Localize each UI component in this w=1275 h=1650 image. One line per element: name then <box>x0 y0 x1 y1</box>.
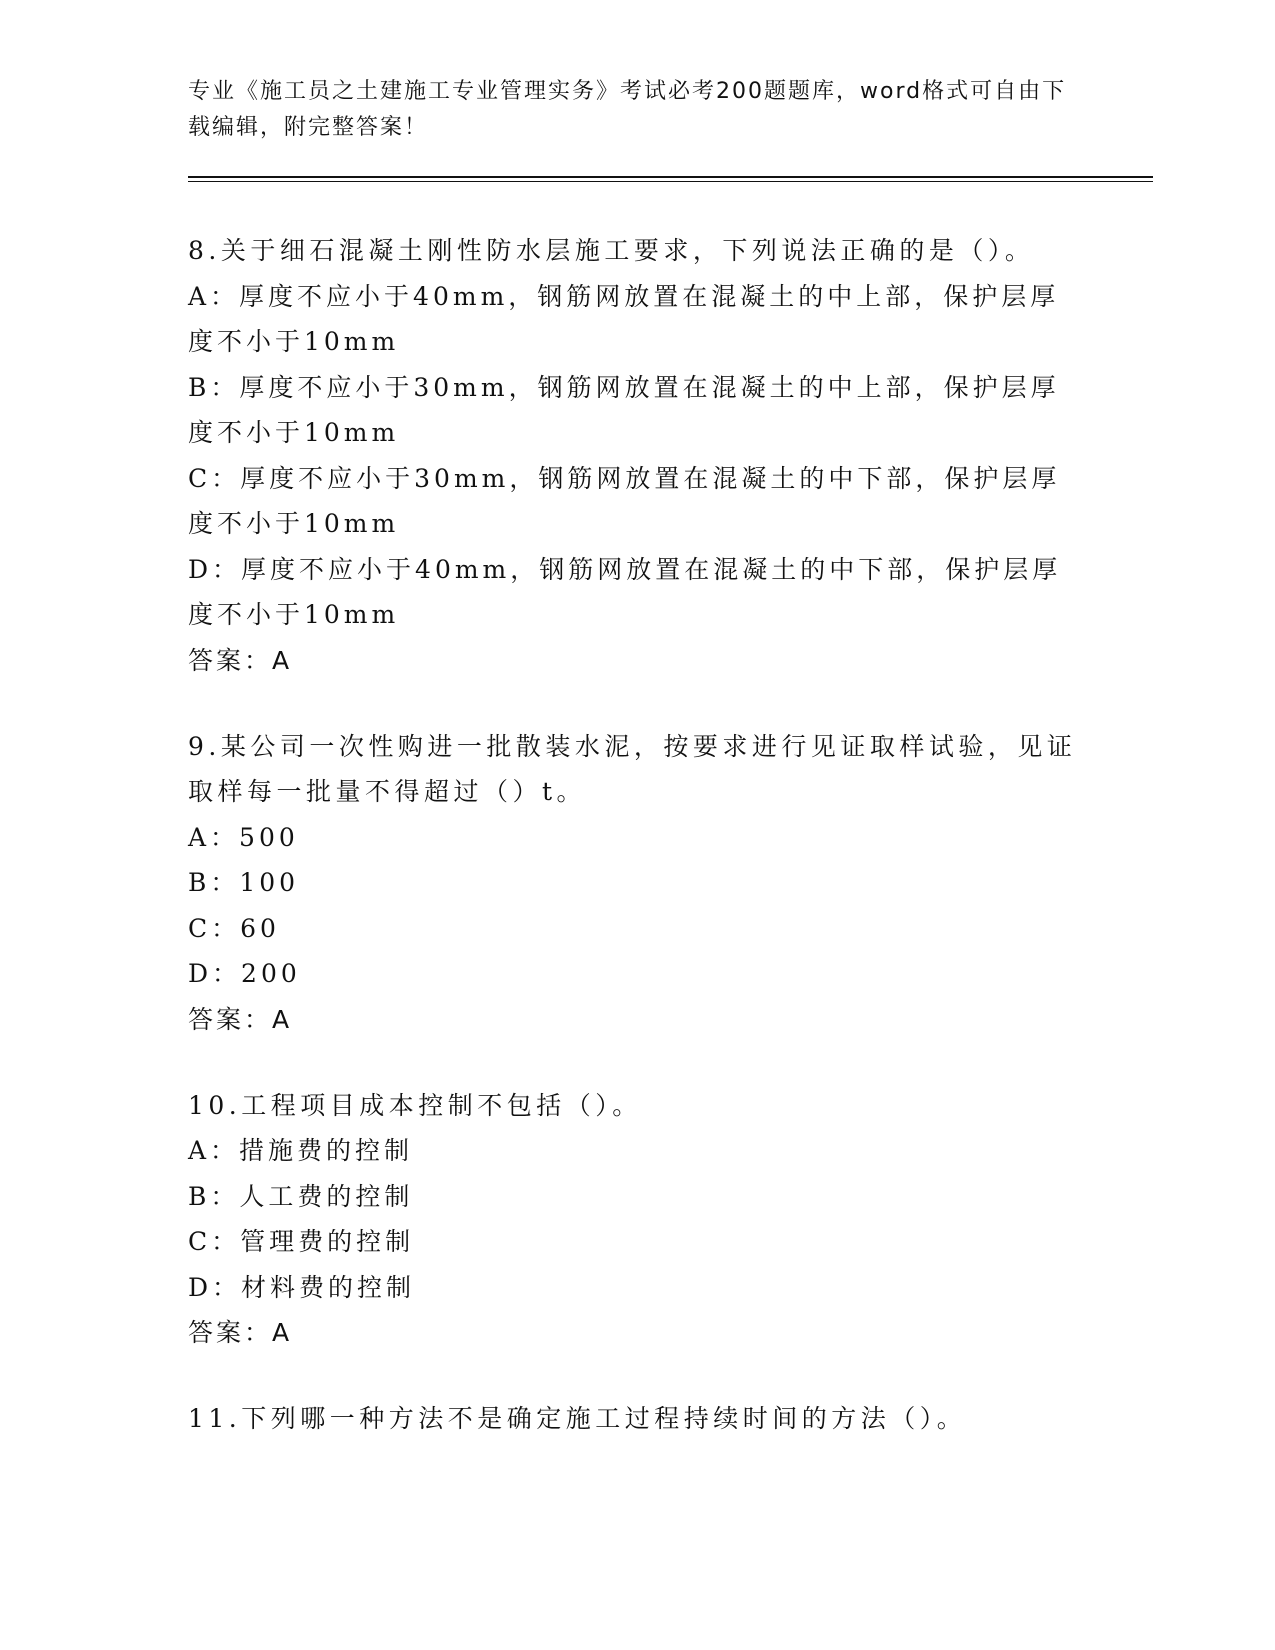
question-stem: 8.关于细石混凝土刚性防水层施工要求，下列说法正确的是（）。 <box>188 236 1035 265</box>
option-c: C：厚度不应小于30mm，钢筋网放置在混凝土的中下部，保护层厚度不小于10mm <box>188 463 1061 538</box>
answer-line: 答案：A <box>188 1004 293 1034</box>
option-b: B：100 <box>188 868 300 897</box>
option-a: A：措施费的控制 <box>188 1136 414 1165</box>
option-c: C：管理费的控制 <box>188 1227 415 1256</box>
option-c: C：60 <box>188 913 280 943</box>
question-stem: 10.工程项目成本控制不包括（）。 <box>188 1090 642 1120</box>
option-b: B：人工费的控制 <box>188 1181 414 1211</box>
question-11 <box>188 1396 1088 1442</box>
question-9 <box>188 724 1088 1042</box>
question-10 <box>188 1083 1088 1356</box>
option-b: B：厚度不应小于30mm，钢筋网放置在混凝土的中上部，保护层厚度不小于10mm <box>188 372 1060 447</box>
answer-line: 答案：A <box>188 645 293 675</box>
option-d: D：200 <box>188 959 301 988</box>
question-list <box>188 228 1088 1483</box>
question-stem: 11.下列哪一种方法不是确定施工过程持续时间的方法（）。 <box>188 1404 967 1433</box>
option-d: D：材料费的控制 <box>188 1272 416 1302</box>
question-stem: 9.某公司一次性购进一批散装水泥，按要求进行见证取样试验，见证取样每一批量不得超过（）t。 <box>188 731 1077 806</box>
document-header: 专业《施工员之土建施工专业管理实务》考试必考200题题库，word格式可自由下载编辑，附完整答案！ <box>188 79 1067 140</box>
header-rule-bottom <box>188 181 1153 182</box>
option-d: D：厚度不应小于40mm，钢筋网放置在混凝土的中下部，保护层厚度不小于10mm <box>188 554 1062 629</box>
header-rule-top <box>188 176 1153 178</box>
answer-line: 答案：A <box>188 1318 293 1347</box>
option-a: A：500 <box>188 822 299 852</box>
question-8 <box>188 228 1088 683</box>
option-a: A：厚度不应小于40mm，钢筋网放置在混凝土的中上部，保护层厚度不小于10mm <box>188 281 1060 356</box>
